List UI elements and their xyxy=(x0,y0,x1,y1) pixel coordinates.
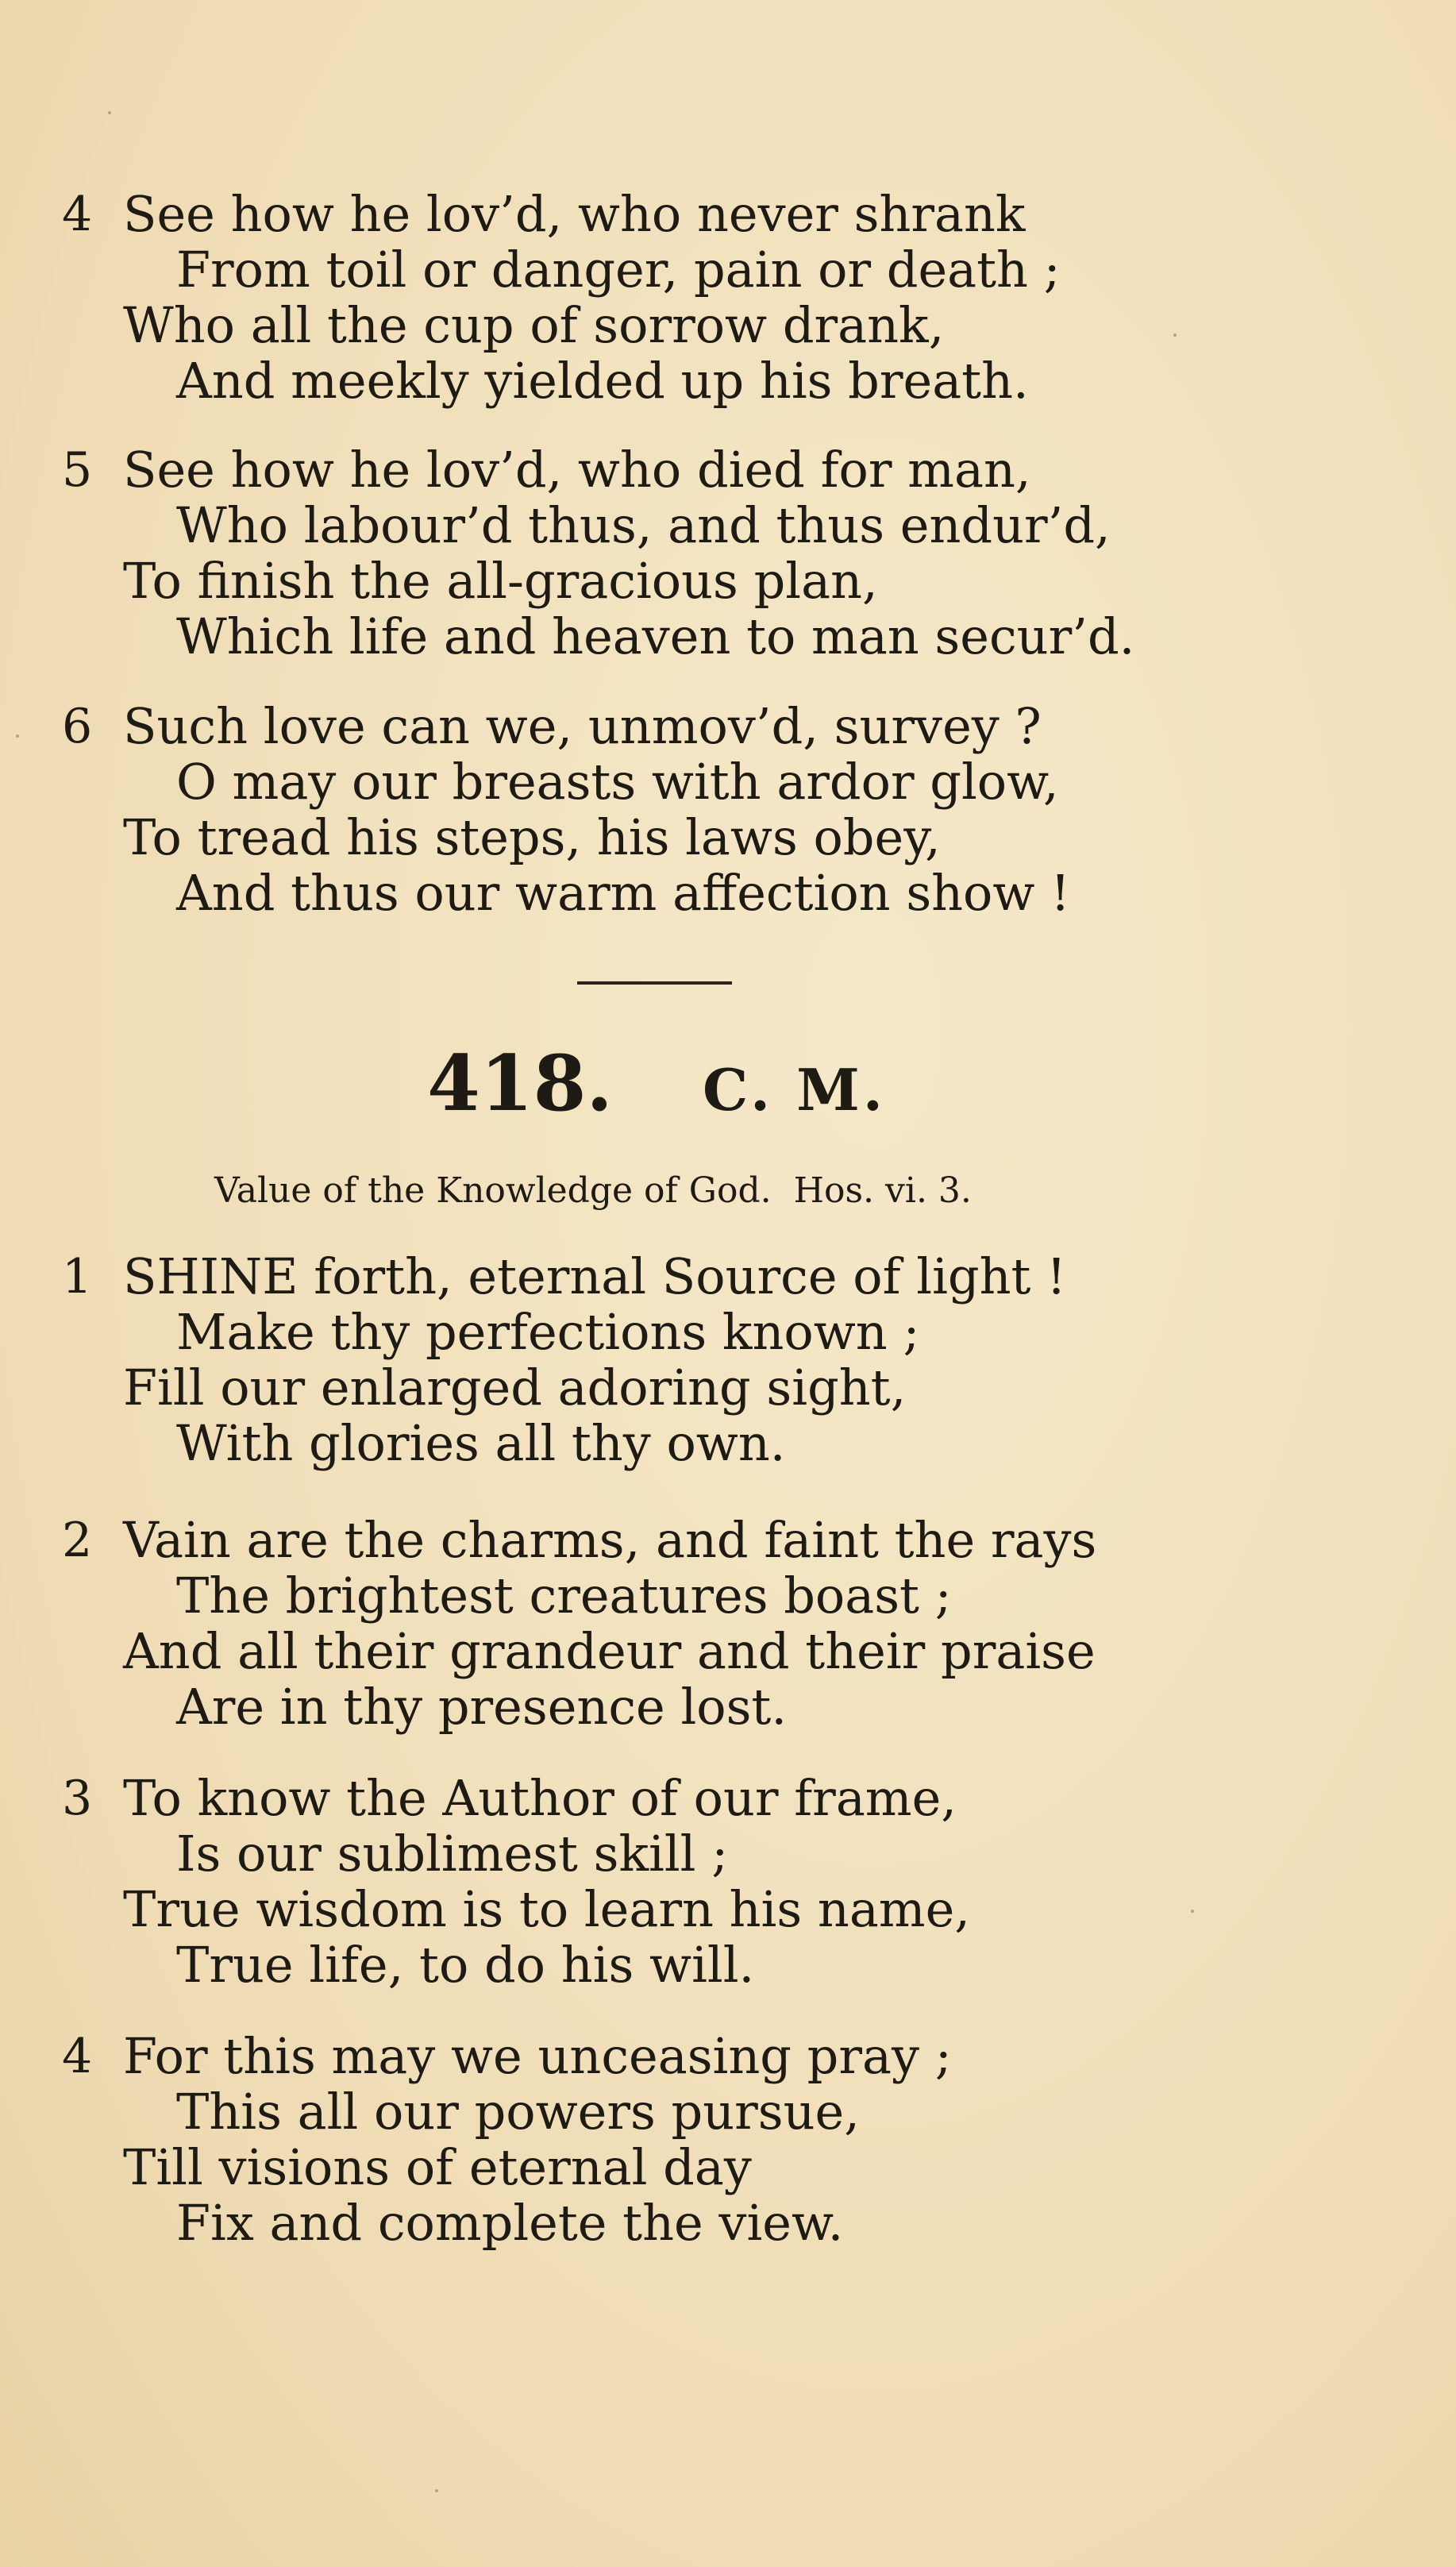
verse-line: Fill our enlarged adoring sight, xyxy=(123,1359,907,1416)
verse-line: With glories all thy own. xyxy=(176,1414,786,1472)
stanza-number: 5 xyxy=(62,442,93,498)
verse-line: Which life and heaven to man secur’d. xyxy=(176,607,1135,665)
verse-line: To finish the all-gracious plan, xyxy=(123,552,878,610)
verse-line: O may our breasts with ardor glow, xyxy=(176,753,1059,811)
verse-line: And all their grandeur and their praise xyxy=(123,1622,1096,1680)
verse-line: Who labour’d thus, and thus endur’d, xyxy=(176,496,1111,554)
paper-speck xyxy=(16,734,19,738)
verse-line: Is our sublimest skill ; xyxy=(176,1825,729,1883)
paper-speck xyxy=(1191,1910,1194,1913)
verse-line: Till visions of eternal day xyxy=(123,2138,752,2196)
verse-line: And thus our warm affection show ! xyxy=(176,864,1071,922)
verse-line: To tread his steps, his laws obey, xyxy=(123,808,941,866)
stanza-number: 4 xyxy=(62,2029,93,2084)
hymn-meter: C. M. xyxy=(703,1056,886,1124)
verse-line: Are in thy presence lost. xyxy=(176,1678,788,1736)
scripture-reference: Hos. vi. 3. xyxy=(793,1170,972,1211)
verse-line: Such love can we, unmov’d, survey ? xyxy=(123,697,1042,755)
stanza-number: 6 xyxy=(62,699,93,754)
stanza-number: 2 xyxy=(62,1513,93,1568)
stanza-number: 1 xyxy=(62,1249,93,1305)
verse-line: See how he lov’d, who never shrank xyxy=(123,185,1026,243)
verse-line: Fix and complete the view. xyxy=(176,2194,844,2252)
paper-speck xyxy=(435,2489,438,2492)
verse-line: See how he lov’d, who died for man, xyxy=(123,441,1031,499)
verse-line: True wisdom is to learn his name, xyxy=(123,1880,970,1938)
verse-line: Vain are the charms, and faint the rays xyxy=(123,1511,1097,1569)
stanza-number: 4 xyxy=(62,187,93,242)
verse-line: Who all the cup of sorrow drank, xyxy=(123,296,945,354)
paper-speck xyxy=(108,111,111,114)
hymn-number: 418. xyxy=(427,1039,613,1128)
verse-line: And meekly yielded up his breath. xyxy=(176,352,1029,410)
hymn-subtitle xyxy=(214,1167,972,1215)
verse-line: To know the Author of our frame, xyxy=(123,1769,957,1827)
verse-line: The brightest creatures boast ; xyxy=(176,1567,952,1625)
verse-line: Make thy perfections known ; xyxy=(176,1303,920,1361)
verse-line: True life, to do his will. xyxy=(176,1936,755,1994)
stanza-number: 3 xyxy=(62,1771,93,1826)
hymn-title: Value of the Knowledge of God. xyxy=(214,1170,772,1211)
verse-line: For this may we unceasing pray ; xyxy=(123,2027,952,2085)
verse-line: From toil or danger, pain or death ; xyxy=(176,241,1061,299)
paper-speck xyxy=(1173,333,1177,337)
section-divider xyxy=(577,981,732,985)
verse-line: SHINE forth, eternal Source of light ! xyxy=(123,1247,1067,1305)
verse-line: This all our powers pursue, xyxy=(176,2083,860,2141)
